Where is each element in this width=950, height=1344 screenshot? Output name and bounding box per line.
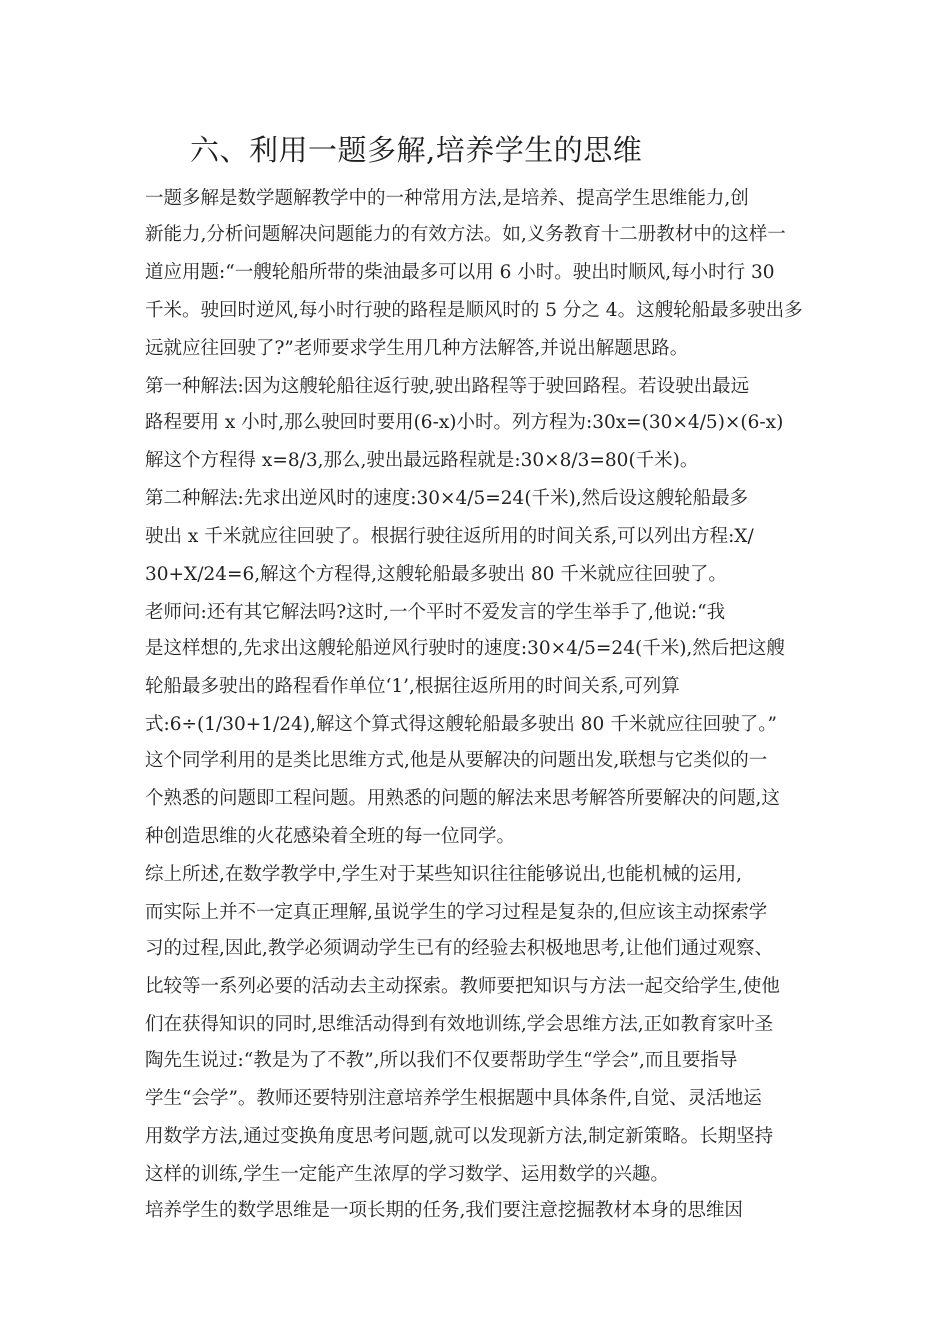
text-line: 个熟悉的问题即工程问题。用熟悉的问题的解法来思考解答所要解决的问题,这 [145, 788, 780, 809]
text-line: 轮船最多驶出的路程看作单位‘1’,根据往返所用的时间关系,可列算 [145, 676, 680, 697]
text-line: 种创造思维的火花感染着全班的每一位同学。 [145, 826, 516, 847]
text-line: 们在获得知识的同时,思维活动得到有效地训练,学会思维方法,正如教育家叶圣 [145, 1014, 774, 1035]
text-line: 一题多解是数学题解教学中的一种常用方法,是培养、提高学生思维能力,创 [145, 188, 749, 209]
text-line: 这样的训练,学生一定能产生浓厚的学习数学、运用数学的兴趣。 [145, 1164, 669, 1185]
text-line: 解这个方程得 x=8/3,那么,驶出最远路程就是:30×8/3=80(千米)。 [145, 450, 699, 471]
text-line: 式:6÷(1/30+1/24),解这个算式得这艘轮船最多驶出 80 千米就应往回驶了。” [145, 714, 777, 735]
text-line: 30+X/24=6,解这个方程得,这艘轮船最多驶出 80 千米就应往回驶了。 [145, 564, 727, 585]
text-line: 新能力,分析问题解决问题能力的有效方法。如,义务教育十二册教材中的这样一 [145, 224, 786, 245]
text-line: 学生“会学”。教师还要特别注意培养学生根据题中具体条件,自觉、灵活地运 [145, 1088, 762, 1109]
text-line: 老师问:还有其它解法吗?这时,一个平时不爱发言的学生举手了,他说:“我 [145, 602, 726, 623]
text-line: 陶先生说过:“教是为了不教”,所以我们不仅要帮助学生“学会”,而且要指导 [145, 1050, 738, 1071]
text-line: 比较等一系列必要的活动去主动探索。教师要把知识与方法一起交给学生,使他 [145, 976, 780, 997]
text-line: 远就应往回驶了?”老师要求学生用几种方法解答,并说出解题思路。 [145, 338, 689, 359]
text-line: 第二种解法:先求出逆风时的速度:30×4/5=24(千米),然后设这艘轮船最多 [145, 488, 749, 509]
text-line: 用数学方法,通过变换角度思考问题,就可以发现新方法,制定新策略。长期坚持 [145, 1126, 774, 1147]
text-line: 千米。驶回时逆风,每小时行驶的路程是顺风时的 5 分之 4。这艘轮船最多驶出多 [145, 300, 803, 321]
text-line: 路程要用 x 小时,那么驶回时要用(6-x)小时。列方程为:30x=(30×4/5)×(6-x) [145, 412, 784, 433]
text-line: 是这样想的,先求出这艘轮船逆风行驶时的速度:30×4/5=24(千米),然后把这艘 [145, 638, 785, 659]
text-line: 这个同学利用的是类比思维方式,他是从要解决的问题出发,联想与它类似的一 [145, 750, 768, 771]
section-heading: 六、利用一题多解,培养学生的思维 [190, 133, 643, 167]
text-line: 而实际上并不一定真正理解,虽说学生的学习过程是复杂的,但应该主动探索学 [145, 902, 768, 923]
text-line: 驶出 x 千米就应往回驶了。根据行驶往返所用的时间关系,可以列出方程:X/ [145, 526, 754, 547]
text-line: 习的过程,因此,教学必须调动学生已有的经验去积极地思考,让他们通过观察、 [145, 938, 774, 959]
text-line: 综上所述,在数学教学中,学生对于某些知识往往能够说出,也能机械的运用, [145, 864, 743, 885]
text-line: 培养学生的数学思维是一项长期的任务,我们要注意挖掘教材本身的思维因 [145, 1200, 743, 1221]
text-line: 道应用题:“一艘轮船所带的柴油最多可以用 6 小时。驶出时顺风,每小时行 30 [145, 262, 775, 283]
text-line: 第一种解法:因为这艘轮船往返行驶,驶出路程等于驶回路程。若设驶出最远 [145, 376, 750, 397]
